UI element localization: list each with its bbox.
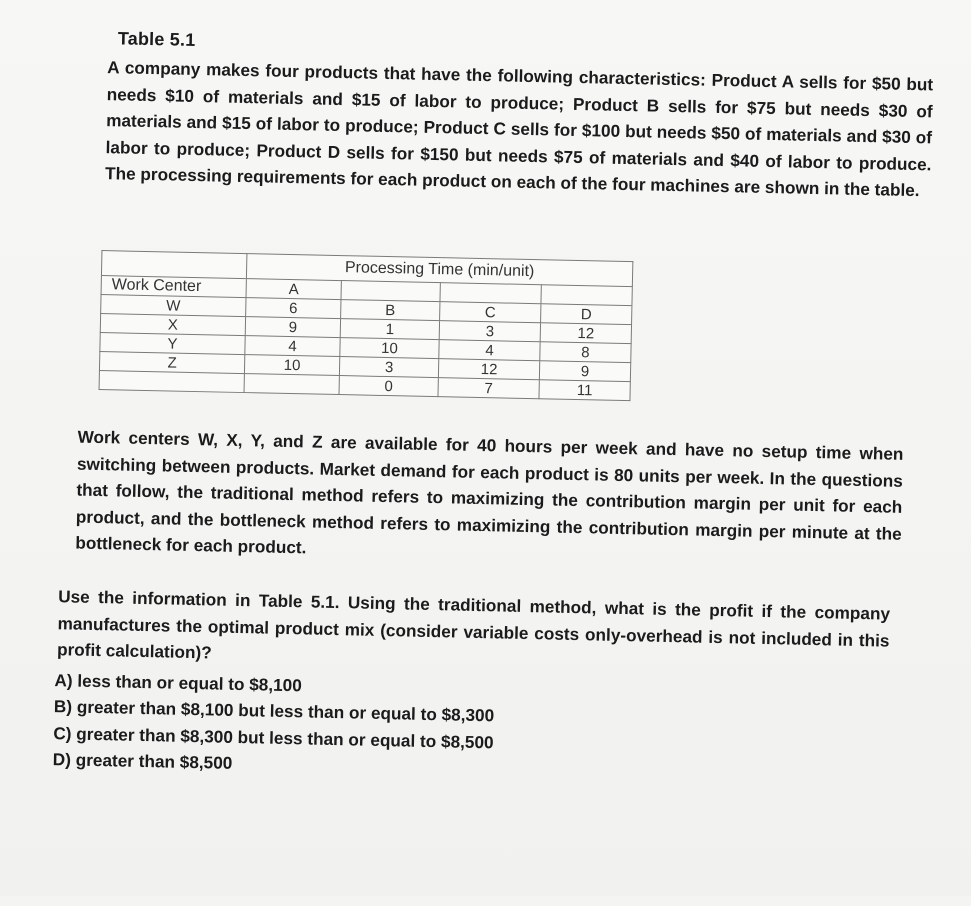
table-cell: 11: [539, 380, 630, 401]
product-header-b: B: [341, 300, 440, 321]
answer-option-c[interactable]: C) greater than $8,300 but less than or equal to $8,500: [53, 722, 494, 753]
table-corner-cell: [101, 251, 246, 279]
product-header-a: A: [246, 279, 341, 300]
table-cell: [99, 371, 244, 393]
answer-option-d[interactable]: D) greater than $8,500: [52, 749, 233, 774]
table-cell: 9: [539, 361, 630, 382]
question-text: Use the information in Table 5.1. Using the traditional method, what is the profit if the company manufactures the optimal product mix (consider variable costs only-overhead is not included in this profit calculation)?: [56, 586, 891, 663]
table-cell: [341, 281, 440, 302]
table-cell: 12: [438, 359, 539, 380]
answer-option-a[interactable]: A) less than or equal to $8,100: [54, 670, 303, 696]
table-cell: 0: [339, 376, 438, 397]
table-cell: 10: [244, 355, 339, 376]
work-center-w: W: [101, 295, 246, 317]
work-center-x: X: [100, 314, 245, 336]
table-cell: [440, 283, 541, 304]
product-header-c: C: [440, 302, 541, 323]
work-centers-paragraph: Work centers W, X, Y, and Z are available for 40 hours per week and have no setup time when switching between products. Market demand for each product is 80 units per week. In the questions that follow, the traditional method refers to maximizing the contribution margin per unit for each product, and the bottleneck method refers to maximizing the contribution margin per minute at the bottleneck for each product.: [75, 426, 904, 558]
table-cell: 9: [245, 317, 340, 338]
table-cell: 4: [439, 340, 540, 361]
table-cell: 4: [245, 336, 340, 357]
problem-intro: A company makes four products that have the following characteristics: Product A sells for $50 but needs $10 of materials and $15 of labor to produce; Product B sells for $75 but needs $30 of materials and $15 of labor to produce; Product C sells for $100 but needs $50 of materials and $30 of labor to produce; Product D sells for $150 but needs $75 of materials and $40 of labor to produce. The processing requirements for each product on each of the four machines are shown in the table.: [104, 57, 934, 201]
answer-option-b[interactable]: B) greater than $8,100 but less than or equal to $8,300: [53, 696, 495, 726]
work-center-z: Z: [99, 352, 244, 374]
table-cell: 8: [540, 342, 631, 363]
table-cell: 3: [439, 321, 540, 342]
answer-options: [53, 667, 495, 782]
table-cell: 12: [540, 323, 631, 344]
table-cell: 6: [246, 298, 341, 319]
work-center-y: Y: [100, 333, 245, 355]
table-cell: 10: [340, 338, 439, 359]
product-header-d: D: [541, 304, 632, 325]
processing-time-header: Processing Time (min/unit): [246, 254, 632, 287]
table-title: Table 5.1: [117, 28, 196, 50]
work-center-header: Work Center: [101, 276, 246, 298]
table-cell: [244, 374, 339, 395]
table-cell: 3: [339, 357, 438, 378]
table-cell: 1: [340, 319, 439, 340]
table-cell: 7: [438, 378, 539, 399]
table-cell: [541, 285, 632, 306]
processing-time-table: [99, 250, 634, 401]
